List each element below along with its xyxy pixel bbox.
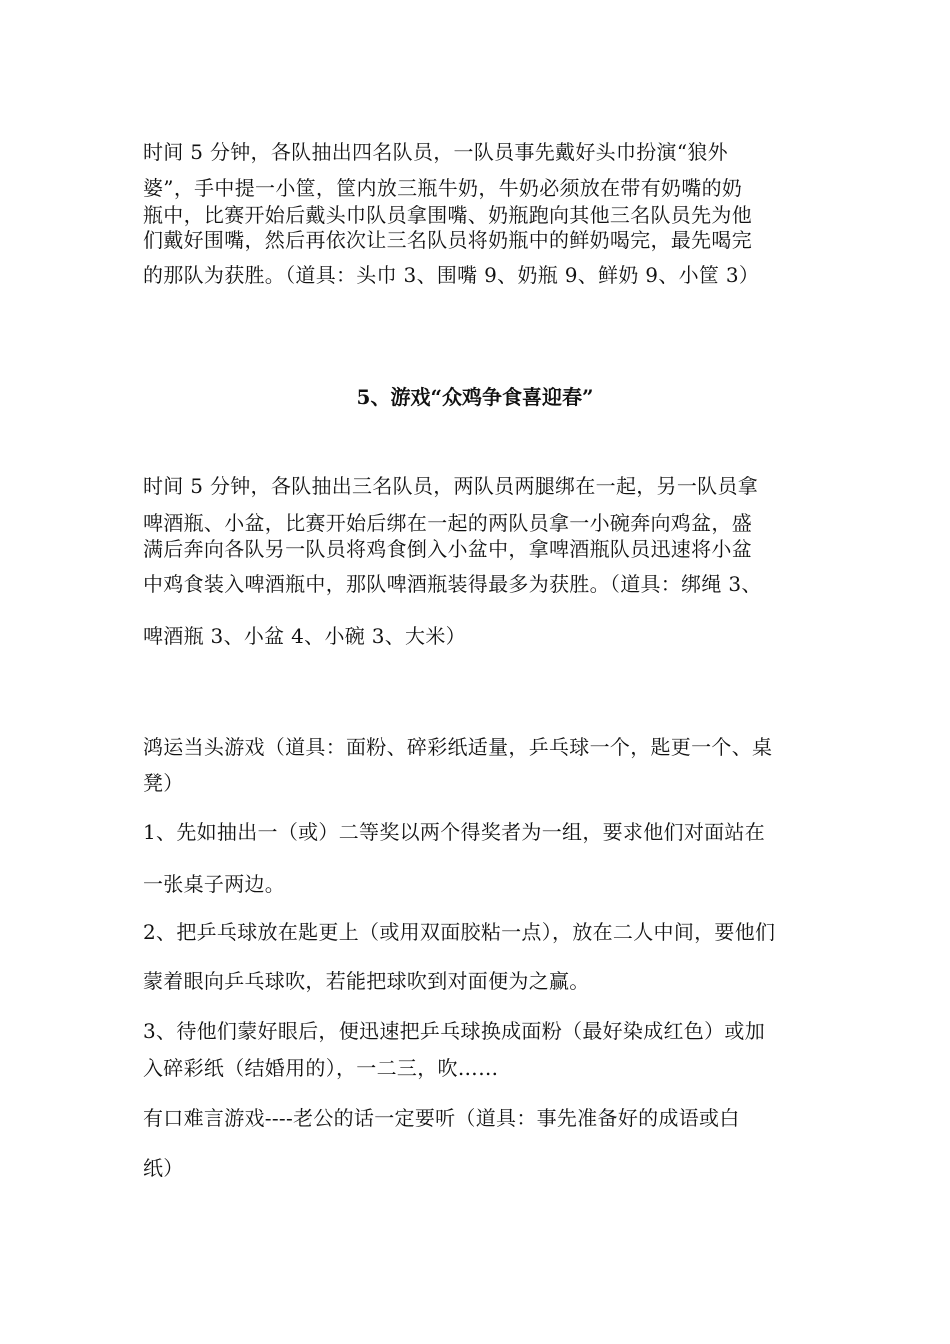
text-line: 中鸡食装入啤酒瓶中，那队啤酒瓶装得最多为获胜。（道具：绑绳 3、 bbox=[143, 572, 762, 596]
step-line: 1、先如抽出一（或）二等奖以两个得奖者为一组，要求他们对面站在 bbox=[143, 820, 766, 844]
step-line: 一张桌子两边。 bbox=[143, 872, 286, 896]
step-line: 3、待他们蒙好眼后，便迅速把乒乓球换成面粉（最好染成红色）或加 bbox=[143, 1019, 766, 1043]
text-line: 满后奔向各队另一队员将鸡食倒入小盆中，拿啤酒瓶队员迅速将小盆 bbox=[143, 537, 752, 561]
text-line: 婆”，手中提一小筐，筐内放三瓶牛奶，牛奶必须放在带有奶嘴的奶 bbox=[143, 176, 743, 200]
text-line: 时间 5 分钟，各队抽出三名队员，两队员两腿绑在一起，另一队员拿 bbox=[143, 474, 759, 498]
text-line: 啤酒瓶、小盆，比赛开始后绑在一起的两队员拿一小碗奔向鸡盆，盛 bbox=[143, 511, 752, 535]
text-line: 的那队为获胜。（道具：头巾 3、围嘴 9、奶瓶 9、鲜奶 9、小筐 3） bbox=[143, 263, 760, 287]
step-line: 2、把乒乓球放在匙更上（或用双面胶粘一点），放在二人中间，要他们 bbox=[143, 920, 776, 944]
step-line: 入碎彩纸（结婚用的），一二三，吹…… bbox=[143, 1056, 499, 1080]
text-line: 啤酒瓶 3、小盆 4、小碗 3、大米） bbox=[143, 624, 466, 648]
text-line: 时间 5 分钟，各队抽出四名队员，一队员事先戴好头巾扮演“狼外 bbox=[143, 140, 728, 164]
text-line: 瓶中，比赛开始后戴头巾队员拿围嘴、奶瓶跑向其他三名队员先为他 bbox=[143, 203, 752, 227]
text-line: 凳） bbox=[143, 771, 184, 795]
text-line: 鸿运当头游戏（道具：面粉、碎彩纸适量，乒乓球一个，匙更一个、桌 bbox=[143, 735, 773, 759]
section-heading: 5、游戏“众鸡争食喜迎春” bbox=[356, 385, 594, 409]
text-line: 纸） bbox=[143, 1156, 184, 1180]
text-line: 有口难言游戏----老公的话一定要听（道具：事先准备好的成语或白 bbox=[143, 1106, 740, 1130]
text-line: 们戴好围嘴，然后再依次让三名队员将奶瓶中的鲜奶喝完，最先喝完 bbox=[143, 228, 752, 252]
step-line: 蒙着眼向乒乓球吹，若能把球吹到对面便为之赢。 bbox=[143, 969, 590, 993]
